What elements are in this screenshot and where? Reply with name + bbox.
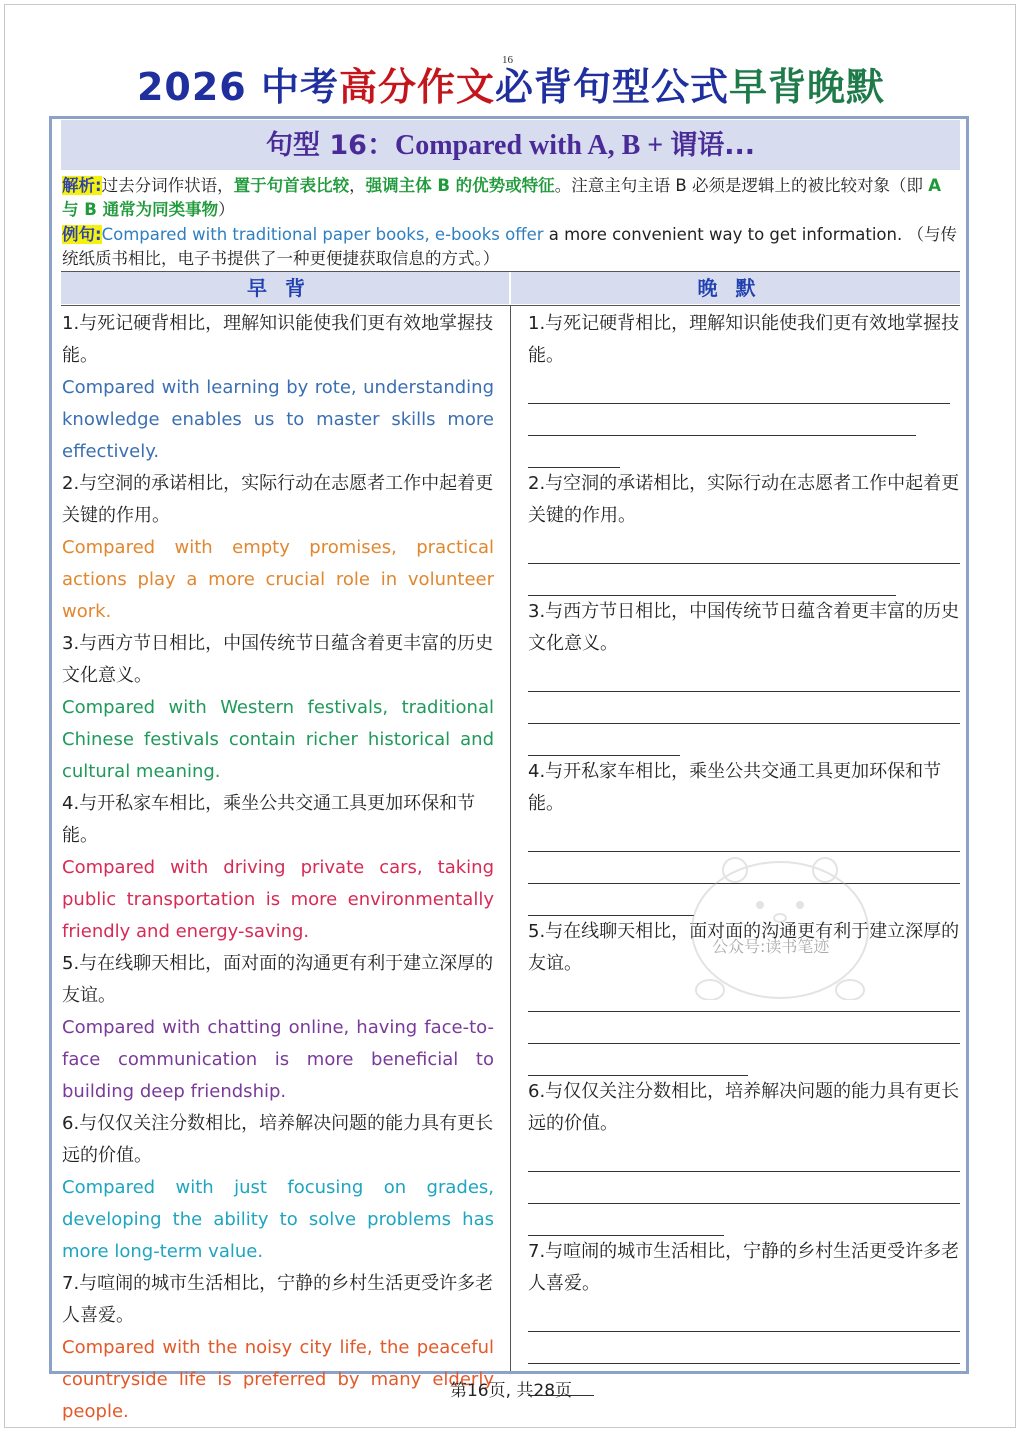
item-chinese: 6.与仅仅关注分数相比，培养解决问题的能力具有更长远的价值。: [528, 1081, 960, 1134]
analysis-highlight: 置于句首表比较: [233, 176, 350, 195]
blank-line[interactable]: [528, 532, 960, 564]
list-item: [528, 1236, 960, 1396]
list-item: [62, 1268, 494, 1428]
pattern-banner: [61, 120, 960, 170]
page-footer: 第16页, 共28页: [449, 1381, 573, 1401]
item-chinese: 5.与在线聊天相比，面对面的沟通更有利于建立深厚的友谊。: [62, 953, 494, 1006]
list-item: [62, 468, 494, 628]
item-english: Compared with Western festivals, traditional Chinese festivals contain richer historical and cultural meaning.: [62, 697, 494, 782]
blank-line[interactable]: [528, 884, 694, 916]
blank-line[interactable]: [528, 692, 960, 724]
item-english: Compared with chatting online, having face-to-face communication is more beneficial to building deep friendship.: [62, 1017, 494, 1102]
memorize-column: [62, 308, 494, 1428]
blank-line[interactable]: [528, 1044, 748, 1076]
pattern-formula: Compared with A, B +: [394, 130, 671, 161]
title-part-2: 高分作文: [338, 65, 495, 109]
blank-line[interactable]: [528, 1204, 724, 1236]
blank-line[interactable]: [528, 436, 620, 468]
example-text: a more convenient way to get information. （与传统纸质书相比，电子书提供了一种更便捷获取信息的方式。）: [62, 225, 957, 268]
blank-line[interactable]: [528, 1172, 960, 1204]
item-chinese: 3.与西方节日相比，中国传统节日蕴含着更丰富的历史文化意义。: [62, 633, 494, 686]
item-english: Compared with driving private cars, taking public transportation is more environmentally friendly and energy-saving.: [62, 857, 494, 942]
analysis-text: 。注意主句主语 B 必须是逻辑上的被比较对象（即: [554, 176, 929, 195]
list-item: [62, 1108, 494, 1268]
analysis-text: 过去分词作状语，: [101, 176, 234, 195]
list-item: [528, 1076, 960, 1236]
blank-line[interactable]: [528, 1140, 960, 1172]
blank-line[interactable]: [528, 372, 950, 404]
title-part-3: 必背句型公式: [494, 65, 729, 109]
blank-line[interactable]: [528, 724, 680, 756]
example-paragraph: [62, 223, 960, 271]
list-item: [62, 308, 494, 468]
list-item: [528, 596, 960, 756]
item-english: Compared with just focusing on grades, developing the ability to solve problems has more long-term value.: [62, 1177, 494, 1262]
column-header-evening: 晚默: [511, 272, 960, 304]
item-chinese: 4.与开私家车相比，乘坐公共交通工具更加环保和节能。: [62, 793, 476, 846]
list-item: [62, 948, 494, 1108]
table-divider: [510, 305, 511, 1371]
list-item: [62, 628, 494, 788]
list-item: [528, 468, 960, 596]
analysis-paragraph: [62, 174, 960, 222]
blank-line[interactable]: [528, 1012, 960, 1044]
bear-watermark-icon: [690, 850, 870, 1000]
item-chinese: 7.与喧闹的城市生活相比，宁静的乡村生活更受许多老人喜爱。: [528, 1241, 960, 1294]
list-item: [528, 308, 960, 468]
blank-line[interactable]: [528, 564, 896, 596]
item-english: Compared with empty promises, practical actions play a more crucial role in volunteer work.: [62, 537, 494, 622]
blank-line[interactable]: [528, 660, 960, 692]
item-chinese: 3.与西方节日相比，中国传统节日蕴含着更丰富的历史文化意义。: [528, 601, 960, 654]
pattern-label: 句型 16: [265, 130, 367, 161]
table-top-line: [61, 271, 960, 272]
title-part-4: 早背晚默: [729, 65, 886, 109]
analysis-text: ，: [349, 176, 366, 195]
analysis-highlight: 强调主体 B 的优势或特征: [365, 176, 555, 195]
blank-line[interactable]: [528, 820, 960, 852]
analysis-highlight: A 与 B 通常为同类事物: [62, 176, 942, 219]
page-marker: 16: [502, 54, 513, 66]
blank-line[interactable]: [528, 1300, 960, 1332]
item-chinese: 2.与空洞的承诺相比，实际行动在志愿者工作中起着更关键的作用。: [528, 473, 960, 526]
list-item: [62, 788, 494, 948]
item-chinese: 6.与仅仅关注分数相比，培养解决问题的能力具有更长远的价值。: [62, 1113, 494, 1166]
analysis-tag: 解析:: [62, 176, 102, 195]
page-title: [0, 56, 1022, 111]
analysis-text: ）: [218, 200, 235, 219]
item-chinese: 1.与死记硬背相比，理解知识能使我们更有效地掌握技能。: [528, 313, 960, 366]
item-chinese: 4.与开私家车相比，乘坐公共交通工具更加环保和节能。: [528, 761, 942, 814]
example-subject: Compared with traditional paper books, e-books offer: [101, 225, 544, 244]
item-chinese: 2.与空洞的承诺相比，实际行动在志愿者工作中起着更关键的作用。: [62, 473, 494, 526]
item-chinese: 5.与在线聊天相比，面对面的沟通更有利于建立深厚的友谊。: [528, 921, 960, 974]
pattern-predicate: 谓语...: [670, 130, 756, 161]
watermark-text: 公众号:读书笔迹: [712, 937, 830, 956]
blank-line[interactable]: [528, 404, 916, 436]
column-header-morning: 早背: [61, 272, 509, 304]
example-tag: 例句:: [62, 225, 102, 244]
item-chinese: 7.与喧闹的城市生活相比，宁静的乡村生活更受许多老人喜爱。: [62, 1273, 494, 1326]
item-english: Compared with the noisy city life, the peaceful countryside life is preferred by many elderly people.: [62, 1337, 494, 1422]
pattern-colon: ：: [366, 130, 395, 161]
blank-line[interactable]: [528, 1332, 960, 1364]
item-english: Compared with learning by rote, understanding knowledge enables us to master skills more effectively.: [62, 377, 494, 462]
title-part-1: 2026 中考: [136, 65, 339, 109]
item-chinese: 1.与死记硬背相比，理解知识能使我们更有效地掌握技能。: [62, 313, 494, 366]
